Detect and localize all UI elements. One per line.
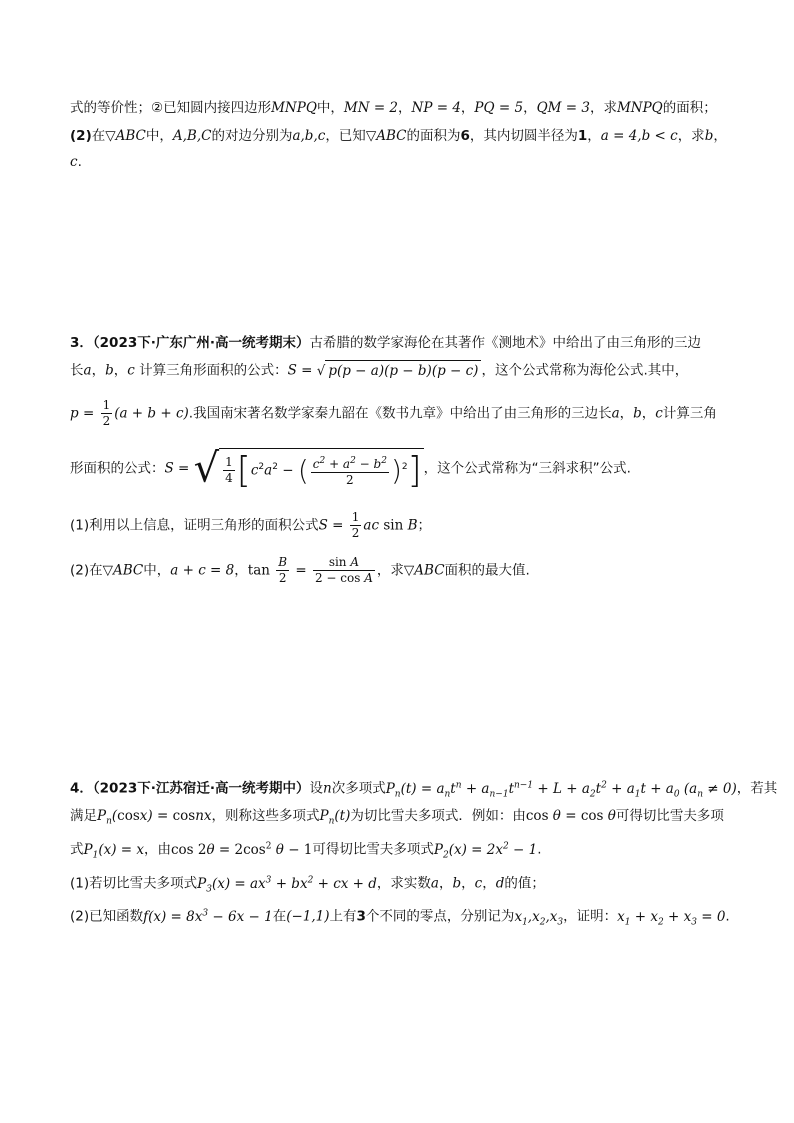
text: ，若其 <box>736 780 778 797</box>
fraction-half: $\frac{1}{2}$ <box>102 398 111 428</box>
math: ▽ABC <box>105 128 146 144</box>
text: 设 <box>309 780 323 797</box>
p3-line4: 形面积的公式：S = √ $\frac{1}{4}$ [$c^2a^2$ − ( $\frac{c^2 + a^2 - b^2}{2}$ )$^2$] ，这个公式常称为“三斜求积”公式. <box>70 445 631 492</box>
problem-source: （2023下·广东广州·高一统考期末） <box>92 335 310 351</box>
math: PQ = 5 <box>474 100 524 116</box>
math: $P_3(x) = ax^3 + bx^2$ + cx + d <box>197 875 377 895</box>
text: 次多项式 <box>331 780 386 797</box>
text: 式 <box>70 841 84 858</box>
problem-number: 3． <box>70 335 93 351</box>
math: c <box>127 362 135 379</box>
math: tan <box>247 562 270 579</box>
p3-q1: (1)利用以上信息，证明三角形的面积公式S = $\frac{1}{2}$ ac sin B； <box>70 510 431 540</box>
math: B <box>407 517 418 534</box>
p4-line1 <box>70 775 778 804</box>
math: MNPQ <box>271 100 317 116</box>
math: $\cos 2\theta = 2\cos^2$ θ − 1 <box>170 841 313 858</box>
math: S <box>287 362 297 379</box>
text: 中， <box>316 100 344 116</box>
p2-line1: 式的等价性；②已知圆内接四边形MNPQ中，MN = 2，NP = 4，PQ = 5，QM = 3，求MNPQ的面积； <box>70 100 717 116</box>
text: 面积的最大值. <box>444 562 530 579</box>
math: $x_1,x_2,x_3$ <box>514 908 564 928</box>
math: ▽ABC <box>102 562 144 579</box>
math: $f(x) = 8x^3 - 6x - 1$ <box>143 908 273 925</box>
text: 为切比雪夫多项式．例如：由 <box>350 808 526 824</box>
math: cos θ = cos θ <box>525 808 616 824</box>
math: MN = 2 <box>343 100 399 116</box>
math: x) = <box>139 808 173 824</box>
math: QM = 3 <box>536 100 590 116</box>
text: 可得切比雪夫多项式 <box>312 841 434 858</box>
text: 在 <box>272 908 287 925</box>
math: a <box>430 875 439 892</box>
text: 中， <box>143 562 171 579</box>
text: 个不同的零点，分别记为 <box>365 908 515 925</box>
math: $x_1 + x_2 + x_3 = 0$ <box>617 908 726 928</box>
text: 的面积； <box>662 100 717 116</box>
p3-q2: (2)在▽ABC中，a + c = 8，tan $\frac{B}{2}$ = $\frac{\text{sin A}}{\text{2 − cos A}}$ ，求▽ABC面积的最大值. <box>70 555 530 585</box>
math: a + c = 8 <box>170 562 235 579</box>
text: ，已知 <box>325 128 366 144</box>
math: nx <box>195 808 212 824</box>
text: 上有 <box>329 908 357 925</box>
circled-number: ② <box>151 100 164 116</box>
text: ，这个公式常称为“三斜求积”公式. <box>423 460 631 477</box>
math: cos <box>172 808 196 824</box>
math: b <box>452 875 462 892</box>
text: 1 <box>577 128 588 144</box>
p2-line3 <box>70 152 724 172</box>
math: sin <box>383 517 404 534</box>
math: $P_2(x) = 2x^2 - 1$ <box>433 841 538 861</box>
text: ，其内切圆半径为 <box>469 128 578 144</box>
problem-source: （2023下·江苏宿迁·高一统考期中） <box>92 780 310 797</box>
part-label: (2) <box>70 128 92 144</box>
text: 6 <box>460 128 470 144</box>
sqrt-symbol: √ <box>193 445 220 492</box>
text: 计算三角 <box>662 405 717 422</box>
math: c <box>474 875 483 892</box>
text: (2)在 <box>70 562 103 579</box>
math: p <box>70 405 79 422</box>
text: 在 <box>91 128 106 144</box>
text: 3 <box>356 908 366 925</box>
math: a <box>83 362 92 379</box>
text: 的值； <box>504 875 545 892</box>
math: ac <box>363 517 380 534</box>
math: $P_n(t)$ <box>319 808 351 827</box>
math: ▽ABC <box>403 562 445 579</box>
math: ▽ABC <box>365 128 407 144</box>
p3-line3: p = $\frac{1}{2}$ (a + b + c).我国南宋著名数学家秦九韶在《数书九章》中给出了由三角形的三边长a，b，c计算三角 <box>70 398 717 428</box>
qin-formula: $\frac{1}{4}$ [$c^2a^2$ − ( $\frac{c^2 + a^2 - b^2}{2}$ )$^2$] <box>219 448 424 489</box>
text: .我国南宋著名数学家秦九韶在《数书九章》中给出了由三角形的三边长 <box>188 405 612 422</box>
text: . <box>725 908 730 925</box>
text: 长 <box>70 362 84 379</box>
p4-q1: (1)若切比雪夫多项式$P_3(x) = ax^3 + bx^2$ + cx + d，求实数a，b，c，d的值； <box>70 875 545 895</box>
text: ，这个公式常称为海伦公式.其中， <box>481 362 689 379</box>
p3-line1 <box>70 333 724 353</box>
math: NP = 4 <box>411 100 461 116</box>
text: ，由 <box>143 841 171 858</box>
math: p(p − a)(p − b)(p − c) <box>325 360 481 381</box>
p4-line2 <box>70 806 724 832</box>
math: b <box>105 362 114 379</box>
math: $P_1(x) = x$ <box>83 841 144 861</box>
text: 中， <box>145 128 173 144</box>
problem-number: 4． <box>70 780 93 797</box>
text: 求 <box>603 100 617 116</box>
math: a <box>611 405 620 422</box>
text: . <box>537 841 542 858</box>
text: (1)若切比雪夫多项式 <box>70 875 198 892</box>
math: $P_n$( <box>97 808 118 827</box>
math: MNPQ <box>616 100 663 116</box>
text: . <box>77 154 82 170</box>
p4-q2 <box>70 903 730 932</box>
p4-line3 <box>70 836 724 865</box>
text: (2)已知函数 <box>70 908 144 925</box>
math: (a + b + c) <box>114 405 189 422</box>
text: ，证明： <box>563 908 618 925</box>
text: ，则称这些多项式 <box>211 808 320 824</box>
math: c <box>655 405 663 422</box>
text: 的面积为 <box>406 128 461 144</box>
text: ， <box>587 128 601 144</box>
math: S <box>164 460 174 477</box>
math: A,B,C <box>172 128 212 144</box>
text: (1)利用以上信息，证明三角形的面积公式 <box>70 517 319 534</box>
p2-line2: (2)在▽ABC中，A,B,C的对边分别为a,b,c，已知▽ABC的面积为6，其内切圆半径为1，a = 4,b < c，求b， <box>70 128 727 144</box>
math: S <box>318 517 328 534</box>
fraction-sin-a: $\frac{\text{sin A}}{\text{2 − cos A}}$ <box>314 555 373 585</box>
text: 可得切比雪夫多项 <box>615 808 724 824</box>
text: 已知圆内接四边形 <box>163 100 272 116</box>
text: 的对边分别为 <box>211 128 293 144</box>
text: ，求 <box>376 562 404 579</box>
text: 形面积的公式： <box>70 460 165 477</box>
math: n <box>323 780 332 797</box>
fraction-half: $\frac{1}{2}$ <box>351 510 360 540</box>
poly-def: $P_n(t) = a_nt^n + a_{n-1}t^{n-1} + L + a_2t^2 + a_1t + a_0$ $(a_n \ne 0)$ <box>385 780 737 800</box>
fraction-b-half: $\frac{B}{2}$ <box>278 555 288 585</box>
math: b <box>633 405 642 422</box>
math: a = 4,b < c <box>600 128 678 144</box>
p3-line2: 长a，b，c 计算三角形面积的公式：S = √ p(p − a)(p − b)(p − c) ，这个公式常称为海伦公式.其中， <box>70 360 724 381</box>
math: a,b,c <box>292 128 326 144</box>
text: ，求 <box>677 128 705 144</box>
text: 式的等价性； <box>70 100 151 116</box>
text: 计算三角形面积的公式： <box>139 362 288 379</box>
text: 满足 <box>70 808 97 824</box>
text: 古希腊的数学家海伦在其著作《测地术》中给出了由三角形的三边 <box>309 335 701 351</box>
math: (−1,1) <box>286 908 330 925</box>
heron-formula: √ p(p − a)(p − b)(p − c) <box>317 360 482 381</box>
text: ，求实数 <box>376 875 431 892</box>
math: b <box>704 128 714 144</box>
math: cos <box>117 808 140 824</box>
text: ； <box>417 517 431 534</box>
math: c <box>70 154 78 170</box>
math: d <box>495 875 505 892</box>
